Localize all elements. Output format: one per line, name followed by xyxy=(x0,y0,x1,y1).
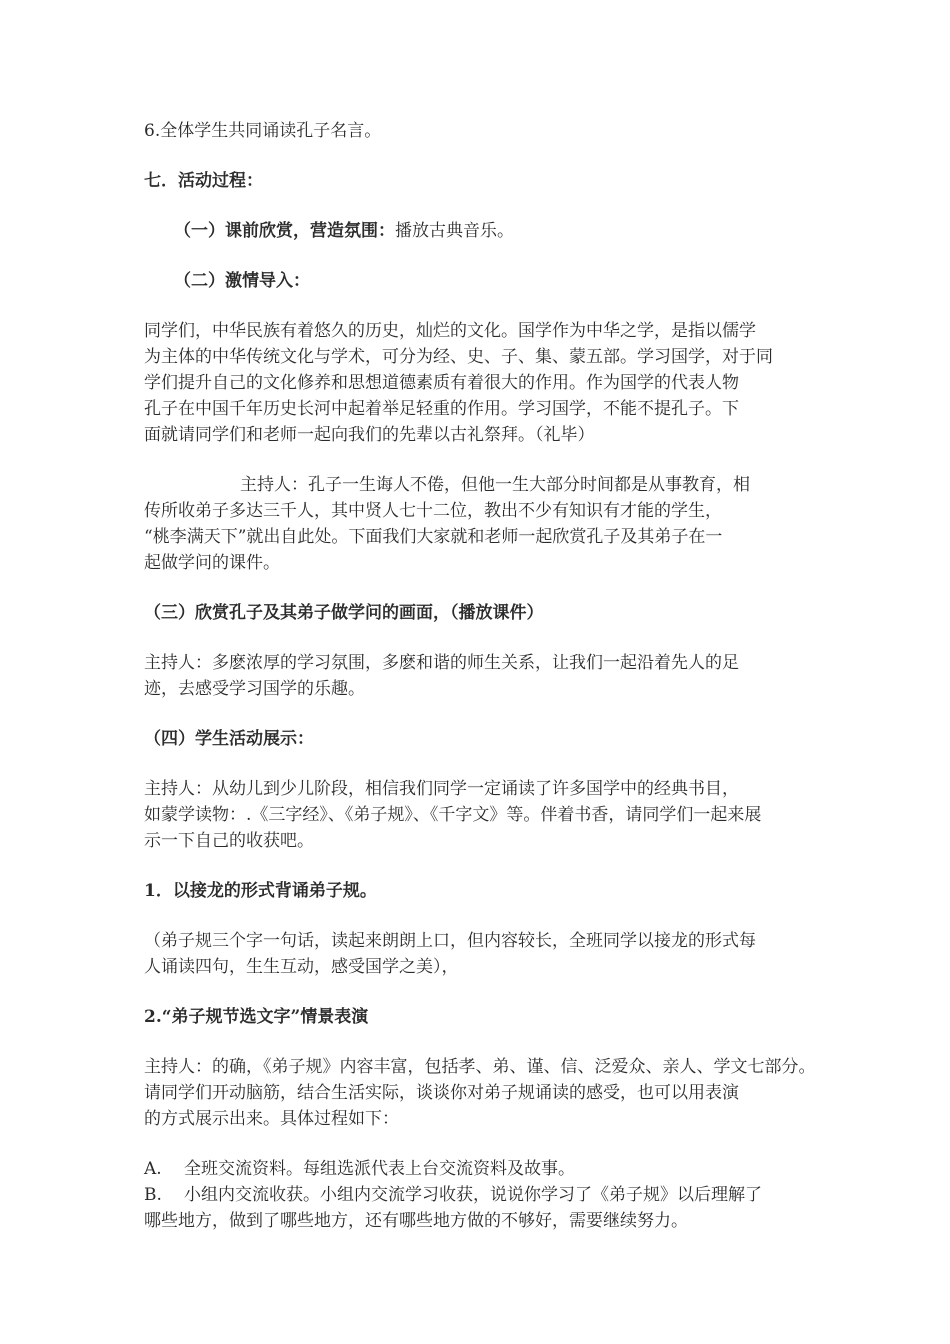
list-item-body xyxy=(184,1156,575,1182)
activity-1-heading: 1．以接龙的形式背诵弟子规。 xyxy=(144,881,377,901)
host-paragraph-3 xyxy=(144,776,814,854)
list-marker: B. xyxy=(144,1185,162,1205)
paragraph-line: 的方式展示出来。具体过程如下： xyxy=(144,1109,399,1129)
activity-2-heading: 2.“弟子规节选文字”情景表演 xyxy=(144,1007,369,1027)
paragraph-line: 为主体的中华传统文化与学术，可分为经、史、子、集、蒙五部。学习国学，对于同 xyxy=(144,347,773,367)
paragraph-line: 孔子在中国千年历史长河中起着举足轻重的作用。学习国学，不能不提孔子。下 xyxy=(144,399,739,419)
paragraph-line: 人诵读四句，生生互动，感受国学之美）， xyxy=(144,957,459,977)
paragraph-line: 迹，去感受学习国学的乐趣。 xyxy=(144,679,365,699)
paragraph-line: 主持人：的确，《弟子规》内容丰富，包括孝、弟、谨、信、泛爱众、亲人、学文七部分。 xyxy=(144,1057,816,1077)
subsection-1 xyxy=(144,218,814,244)
paragraph-line: 传所收弟子多达三千人，其中贤人七十二位，教出不少有知识有才能的学生， xyxy=(144,501,722,521)
paragraph-line: “桃李满天下”就出自此处。下面我们大家就和老师一起欣赏孔子及其弟子在一 xyxy=(144,527,723,547)
paragraph-line: 同学们，中华民族有着悠久的历史，灿烂的文化。国学作为中华之学，是指以儒学 xyxy=(144,321,756,341)
list-item-continuation-line: 哪些地方，做到了哪些地方，还有哪些地方做的不够好，需要继续努力。 xyxy=(144,1211,688,1231)
host-paragraph-1 xyxy=(144,472,814,576)
list-item-line: 小组内交流收获。小组内交流学习收获，说说你学习了《弟子规》以后理解了 xyxy=(184,1185,762,1205)
subsection-2-heading: （二）激情导入： xyxy=(174,271,310,291)
list-item-body xyxy=(184,1182,762,1208)
paragraph-line: 主持人：多麽浓厚的学习氛围，多麽和谐的师生关系，让我们一起沿着先人的足 xyxy=(144,653,739,673)
intro-paragraph xyxy=(144,318,814,448)
section-7-heading: 七．活动过程： xyxy=(144,171,263,191)
paragraph-line: 如蒙学读物：.《三字经》、《弟子规》、《千字文》等。伴着书香，请同学们一起来展 xyxy=(144,805,762,825)
list-marker: A. xyxy=(144,1159,162,1179)
paragraph-line: 主持人：孔子一生诲人不倦，但他一生大部分时间都是从事教育，相 xyxy=(240,475,750,495)
paragraph-line: 起做学问的课件。 xyxy=(144,553,280,573)
subsection-4-heading: （四）学生活动展示： xyxy=(144,729,314,749)
host-paragraph-4 xyxy=(144,1054,814,1132)
subsection-1-heading: （一）课前欣赏，营造氛围： xyxy=(174,221,395,241)
paragraph-line: 面就请同学们和老师一起向我们的先辈以古礼祭拜。（礼毕） xyxy=(144,425,595,445)
subsection-3-heading: （三）欣赏孔子及其弟子做学问的画面，（播放课件） xyxy=(144,603,544,623)
paragraph-line: 主持人：从幼儿到少儿阶段，相信我们同学一定诵读了许多国学中的经典书目， xyxy=(144,779,739,799)
subsection-1-text: 播放古典音乐。 xyxy=(395,221,514,241)
item-6-text: 6.全体学生共同诵读孔子名言。 xyxy=(144,121,382,141)
paragraph-line: 请同学们开动脑筋，结合生活实际，谈谈你对弟子规诵读的感受，也可以用表演 xyxy=(144,1083,739,1103)
document-page xyxy=(144,118,814,1234)
list-item xyxy=(144,1182,814,1208)
list-item xyxy=(144,1156,814,1182)
paragraph-line: 学们提升自己的文化修养和思想道德素质有着很大的作用。作为国学的代表人物 xyxy=(144,373,739,393)
paragraph-line: （弟子规三个字一句话，读起来朗朗上口，但内容较长，全班同学以接龙的形式每 xyxy=(144,931,756,951)
host-paragraph-2 xyxy=(144,650,814,702)
paragraph-line: 示一下自己的收获吧。 xyxy=(144,831,314,851)
list-item-line: 全班交流资料。每组选派代表上台交流资料及故事。 xyxy=(184,1159,575,1179)
activity-1-note xyxy=(144,928,814,980)
process-list xyxy=(144,1156,814,1234)
